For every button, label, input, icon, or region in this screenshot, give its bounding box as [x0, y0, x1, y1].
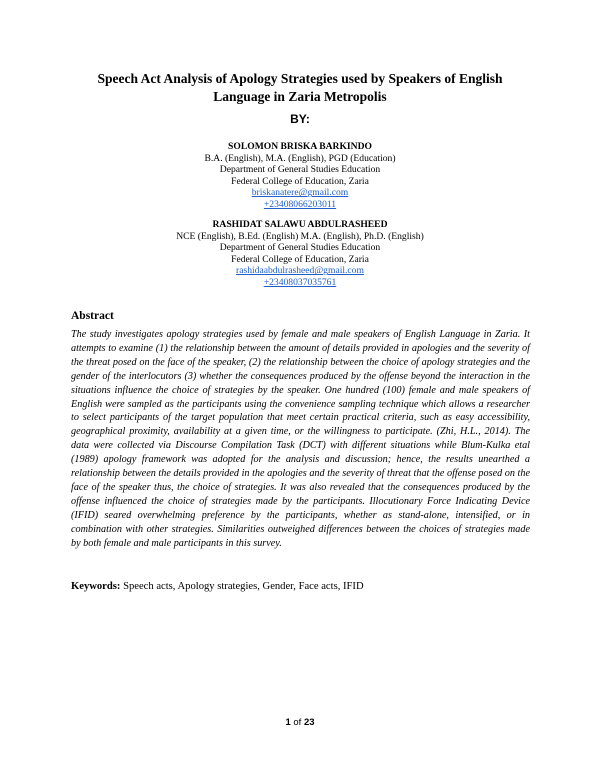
author-phone-link[interactable]: +23408066203011	[263, 198, 337, 210]
author-name: RASHIDAT SALAWU ABDULRASHEED	[212, 219, 388, 230]
keywords-label: Keywords:	[71, 581, 121, 592]
author-name: SOLOMON BRISKA BARKINDO	[228, 141, 372, 152]
title-line-1: Speech Act Analysis of Apology Strategies used by Speakers of English	[97, 71, 503, 86]
keywords-line	[71, 581, 530, 592]
author-degrees: NCE (English), B.Ed. (English) M.A. (English), Ph.D. (English)	[176, 230, 424, 242]
abstract-heading: Abstract	[71, 310, 114, 322]
total-pages-number: 23	[303, 717, 315, 728]
by-label: BY:	[290, 112, 310, 126]
abstract-body: The study investigates apology strategies used by female and male speakers of English Language in Zaria. It attempts to examine (1) the relationship between the amount of details provided in apologies and the severity of the threat posed on the face of the speaker, (2) the relationship between the choice of apology strategies and the gender of the interlocutors (3) whether the consequences produced by the offense beyond the interaction in the situations influence the choice of strategies by the speaker. One hundred (100) female and male speakers of English were sampled as the participants using the convenience sampling technique which allows a researcher to select participants of the target population that meet certain practical criteria, such as easy accessibility, geographical proximity, availability at a given time, or the willingness to participate. (Zhi, H.L., 2014). The data were collected via Discourse Compilation Task (DCT) with different situations while Blum-Kulka etal (1989) apology framework was adopted for the analysis and discussion; hence, the results unearthed a relationship between the details provided in the apologies and the severity of threat that the offense posed on the face of the speaker thus, the choice of strategies. It was also revealed that the consequences produced by the offense influenced the choice of strategies made by the participants. Illocutionary Force Indicating Device (IFID) seared overwhelming preference by the participants, whether as stand-alone, intensified, or in combination with other strategies. Similarities outweighed differences between the choices of strategies made by both female and male participants in this survey.	[71, 329, 530, 549]
author-degrees: B.A. (English), M.A. (English), PGD (Education)	[204, 152, 396, 164]
author-department: Department of General Studies Education	[219, 242, 381, 254]
current-page-number: 1	[285, 717, 291, 728]
author-email-link[interactable]: briskanatere@gmail.com	[251, 187, 349, 199]
author-email-link[interactable]: rashidaabdulrasheed@gmail.com	[236, 265, 364, 277]
author-institution: Federal College of Education, Zaria	[231, 253, 369, 265]
author-department: Department of General Studies Education	[219, 164, 381, 176]
keywords-text: Speech acts, Apology strategies, Gender, Face acts, IFID	[120, 581, 364, 592]
author-phone-link[interactable]: +23408037035761	[263, 276, 337, 288]
page-number	[0, 717, 600, 728]
author-institution: Federal College of Education, Zaria	[231, 175, 369, 187]
author-block-2	[0, 219, 600, 289]
page-of-label: of	[290, 717, 304, 728]
author-block-1	[0, 141, 600, 211]
paper-title	[70, 70, 530, 106]
title-line-2: Language in Zaria Metropolis	[213, 89, 387, 104]
